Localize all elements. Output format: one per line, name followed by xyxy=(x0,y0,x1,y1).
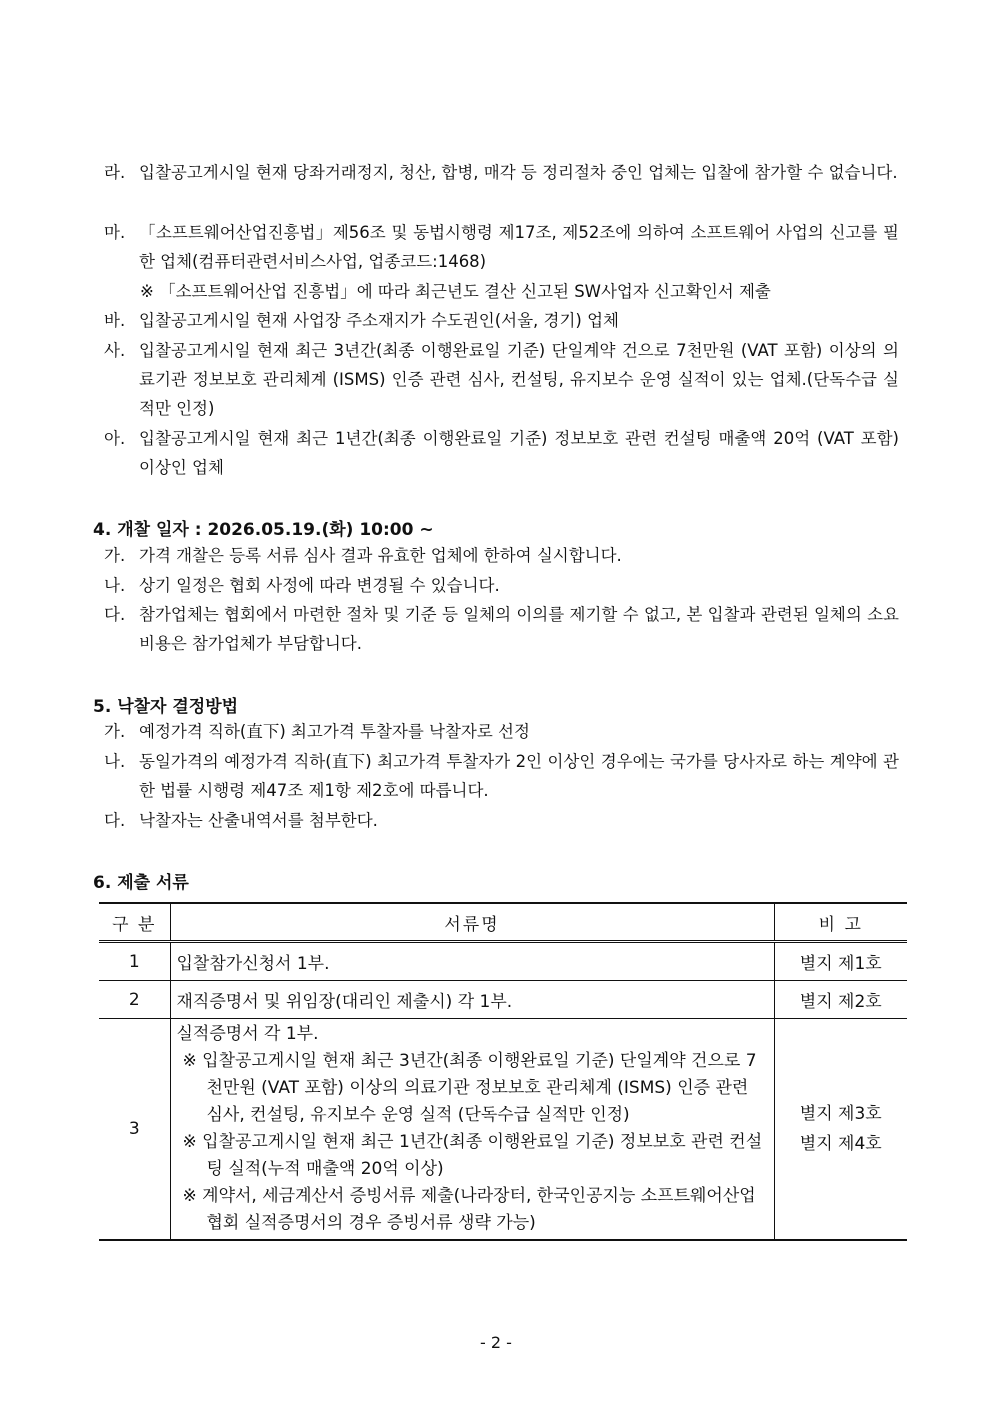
row-remark: 별지 제2호 xyxy=(774,981,907,1019)
item-marker: 가. xyxy=(104,546,126,565)
header-category: 구 분 xyxy=(99,903,170,942)
row-number: 2 xyxy=(99,981,170,1019)
item-marker: 다. xyxy=(104,811,126,830)
item-text: 입찰공고게시일 현재 최근 1년간(최종 이행완료일 기준) 정보보호 관련 컨설팅 매출액 20억 (VAT 포함) 이상인 업체 xyxy=(139,429,899,477)
item-text: 예정가격 직하(直下) 최고가격 투찰자를 낙찰자로 선정 xyxy=(139,722,530,741)
submission-docs-table xyxy=(99,902,907,1241)
item-text: 참가업체는 협회에서 마련한 절차 및 기준 등 일체의 이의를 제기할 수 없고, 본 입찰과 관련된 일체의 소요비용은 참가업체가 부담합니다. xyxy=(139,605,899,653)
row-document-note: ※ 입찰공고게시일 현재 최근 3년간(최종 이행완료일 기준) 단일계약 건으로 7천만원 (VAT 포함) 이상의 의료기관 정보보호 관리체계 (ISMS) 인증 관련 심사, 컨설팅, 유지보수 운영 실적 (단독수급 실적만 인정) xyxy=(182,1051,757,1125)
row-document-note: ※ 계약서, 세금계산서 증빙서류 제출(나라장터, 한국인공지능 소프트웨어산업협회 실적증명서의 경우 증빙서류 생략 가능) xyxy=(182,1186,756,1233)
item-marker: 사. xyxy=(104,341,126,360)
item-text: 낙찰자는 산출내역서를 첨부한다. xyxy=(139,811,378,830)
row-document xyxy=(170,1019,774,1241)
item-marker: 나. xyxy=(104,576,126,595)
header-remarks: 비 고 xyxy=(774,903,907,942)
item-marker: 가. xyxy=(104,722,126,741)
header-document-name: 서류명 xyxy=(170,903,774,942)
table-row xyxy=(99,981,907,1019)
item-marker: 바. xyxy=(104,311,126,330)
item-marker: 라. xyxy=(104,163,126,182)
section4-title: 4. 개찰 일자 : 2026.05.19.(화) 10:00 ~ xyxy=(93,520,434,540)
item-marker: 나. xyxy=(104,752,126,771)
row-remark xyxy=(774,1019,907,1241)
row-document: 입찰참가신청서 1부. xyxy=(170,942,774,981)
qual-note-sw-report: ※ 「소프트웨어산업 진흥법」에 따라 최근년도 결산 신고된 SW사업자 신고확인서 제출 xyxy=(140,282,771,301)
section5-item-da xyxy=(104,806,899,835)
qual-item-a xyxy=(104,424,899,482)
item-marker: 마. xyxy=(104,223,126,242)
row-remark: 별지 제1호 xyxy=(774,942,907,981)
row-document-note: ※ 입찰공고게시일 현재 최근 1년간(최종 이행완료일 기준) 정보보호 관련 컨설팅 실적(누적 매출액 20억 이상) xyxy=(182,1132,763,1179)
item-text: 입찰공고게시일 현재 최근 3년간(최종 이행완료일 기준) 단일계약 건으로 7천만원 (VAT 포함) 이상의 의료기관 정보보호 관리체계 (ISMS) 인증 관련 심사, 컨설팅, 유지보수 운영 실적이 있는 업체.(단독수급 실적만 인정) xyxy=(139,341,899,418)
page-number: - 2 - xyxy=(480,1333,512,1352)
item-text: 입찰공고게시일 현재 사업장 주소재지가 수도권인(서울, 경기) 업체 xyxy=(139,311,619,330)
row-remark-line: 별지 제3호 xyxy=(799,1104,882,1124)
row-remark-line: 별지 제4호 xyxy=(799,1134,882,1154)
qual-item-ra xyxy=(104,158,899,187)
item-text: 입찰공고게시일 현재 당좌거래정지, 청산, 합병, 매각 등 정리절차 중인 업체는 입찰에 참가할 수 없습니다. xyxy=(139,163,898,182)
qual-item-sa xyxy=(104,336,899,423)
section4-item-ga xyxy=(104,541,899,570)
item-text: 동일가격의 예정가격 직하(直下) 최고가격 투찰자가 2인 이상인 경우에는 국가를 당사자로 하는 계약에 관한 법률 시행령 제47조 제1항 제2호에 따릅니다. xyxy=(139,752,899,800)
item-text: 가격 개찰은 등록 서류 심사 결과 유효한 업체에 한하여 실시합니다. xyxy=(139,546,622,565)
section5-title: 5. 낙찰자 결정방법 xyxy=(93,697,239,717)
row-number: 1 xyxy=(99,942,170,981)
row-number: 3 xyxy=(99,1019,170,1241)
row-document: 재직증명서 및 위임장(대리인 제출시) 각 1부. xyxy=(170,981,774,1019)
table-header-row xyxy=(99,903,907,942)
section4-item-da xyxy=(104,600,899,658)
item-text: 상기 일정은 협회 사정에 따라 변경될 수 있습니다. xyxy=(139,576,500,595)
section6-title: 6. 제출 서류 xyxy=(93,873,189,893)
item-marker: 아. xyxy=(104,429,126,448)
table-row xyxy=(99,1019,907,1241)
table-row xyxy=(99,942,907,981)
row-document-lead: 실적증명서 각 1부. xyxy=(176,1024,319,1044)
item-text: 「소프트웨어산업진흥법」제56조 및 동법시행령 제17조, 제52조에 의하여 소프트웨어 사업의 신고를 필한 업체(컴퓨터관련서비스사업, 업종코드:1468) xyxy=(139,223,899,271)
qual-item-ba xyxy=(104,306,899,335)
item-marker: 다. xyxy=(104,605,126,624)
section5-item-na xyxy=(104,747,899,805)
section4-item-na xyxy=(104,571,899,600)
section5-item-ga xyxy=(104,717,899,746)
qual-item-ma xyxy=(104,218,899,276)
